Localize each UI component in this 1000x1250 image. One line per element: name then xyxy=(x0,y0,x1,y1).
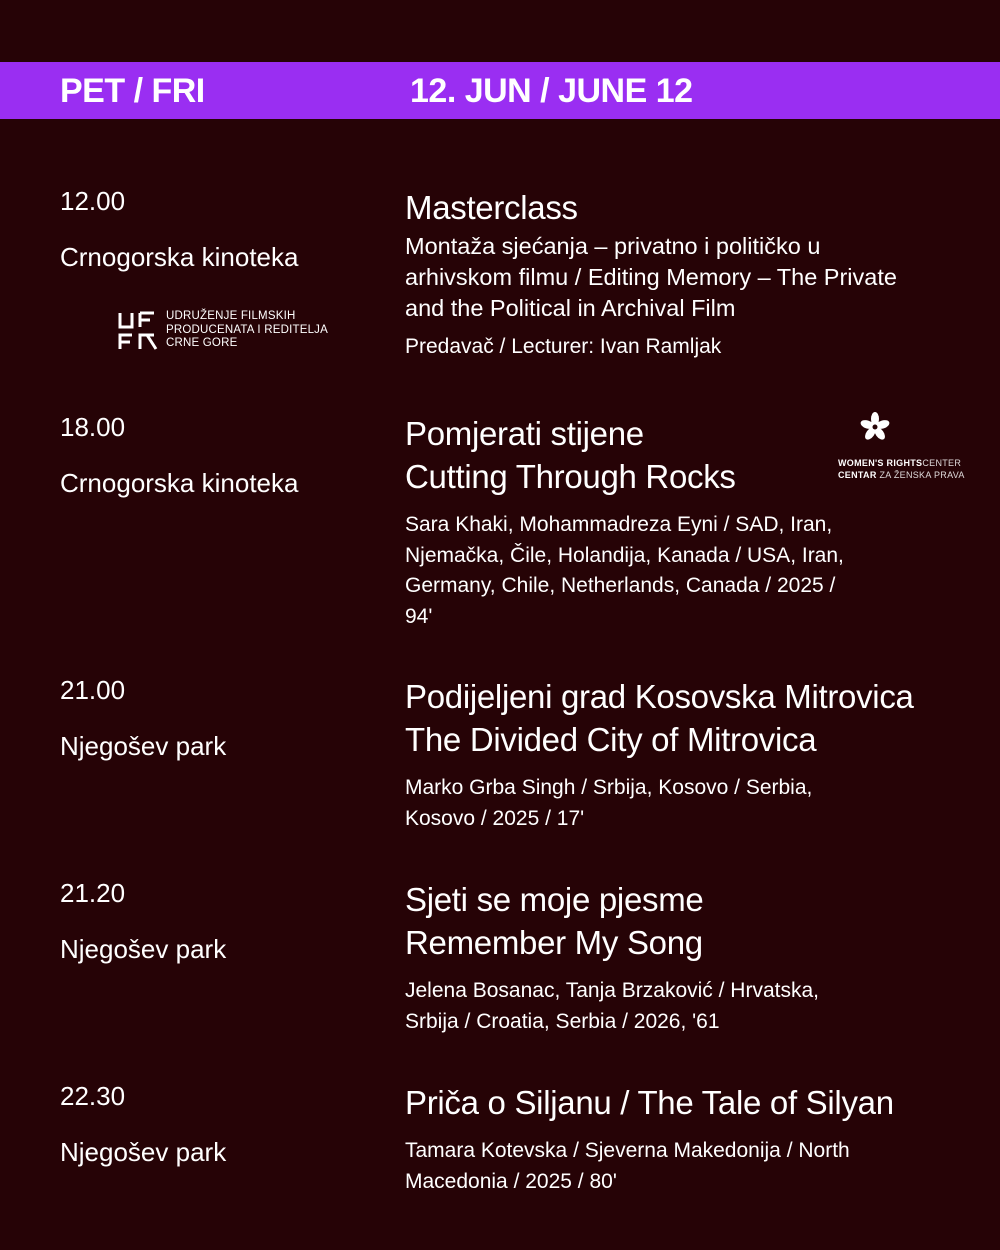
flower-icon xyxy=(860,412,890,442)
ufr-monogram-icon xyxy=(118,311,158,351)
event-venue: Njegošev park xyxy=(60,1137,227,1167)
event-time: 22.30 xyxy=(60,1081,126,1111)
event-venue: Crnogorska kinoteka xyxy=(60,242,299,272)
ufr-logo-text: UDRUŽENJE FILMSKIH PRODUCENATA I REDITELJA CRNE GORE xyxy=(166,310,329,349)
event-details xyxy=(405,675,965,834)
event-title-line1: Pomjerati stijene xyxy=(405,415,644,452)
event-details xyxy=(405,186,965,363)
event-venue: Njegošev park xyxy=(60,731,227,761)
event-meta: Sara Khaki, Mohammadreza Eyni / SAD, Iran, Njemačka, Čile, Holandija, Kanada / USA, Iran, Germany, Chile, Netherlands, Canada / 2025 / 94' xyxy=(405,513,844,628)
event-time: 21.20 xyxy=(60,878,126,908)
event-title: Priča o Siljanu / The Tale of Silyan xyxy=(405,1084,894,1121)
wrc-logo-line1: WOMEN'S RIGHTSCENTER xyxy=(838,458,962,468)
event-time: 12.00 xyxy=(60,186,126,216)
event-title-line1: Sjeti se moje pjesme xyxy=(405,881,704,918)
event-details xyxy=(405,878,965,1037)
event-subtitle: Montaža sjećanja – privatno i političko u arhivskom filmu / Editing Memory – The Private and the Political in Archival Film xyxy=(405,233,897,321)
event-meta: Jelena Bosanac, Tanja Brzaković / Hrvatska, Srbija / Croatia, Serbia / 2026, '61 xyxy=(405,979,819,1033)
header-date: 12. JUN / JUNE 12 xyxy=(410,72,693,110)
wrc-logo xyxy=(836,412,966,482)
event-time: 21.00 xyxy=(60,675,126,705)
event-title-line1: Podijeljeni grad Kosovska Mitrovica xyxy=(405,678,914,715)
event-title: Masterclass xyxy=(405,189,578,226)
event-meta: Predavač / Lecturer: Ivan Ramljak xyxy=(405,335,722,358)
event-details xyxy=(405,1081,965,1197)
event-venue: Crnogorska kinoteka xyxy=(60,468,299,498)
event-title-line2: Remember My Song xyxy=(405,924,703,961)
header-day: PET / FRI xyxy=(60,72,205,110)
event-title-line2: The Divided City of Mitrovica xyxy=(405,721,817,758)
event-meta: Tamara Kotevska / Sjeverna Makedonija / North Macedonia / 2025 / 80' xyxy=(405,1139,850,1193)
event-title-line2: Cutting Through Rocks xyxy=(405,458,736,495)
header-bar xyxy=(0,62,1000,119)
event-venue: Njegošev park xyxy=(60,934,227,964)
event-time: 18.00 xyxy=(60,412,126,442)
ufr-logo xyxy=(118,310,348,352)
event-meta: Marko Grba Singh / Srbija, Kosovo / Serbia, Kosovo / 2025 / 17' xyxy=(405,776,813,830)
wrc-logo-line2: CENTAR ZA ŽENSKA PRAVA xyxy=(838,470,965,480)
